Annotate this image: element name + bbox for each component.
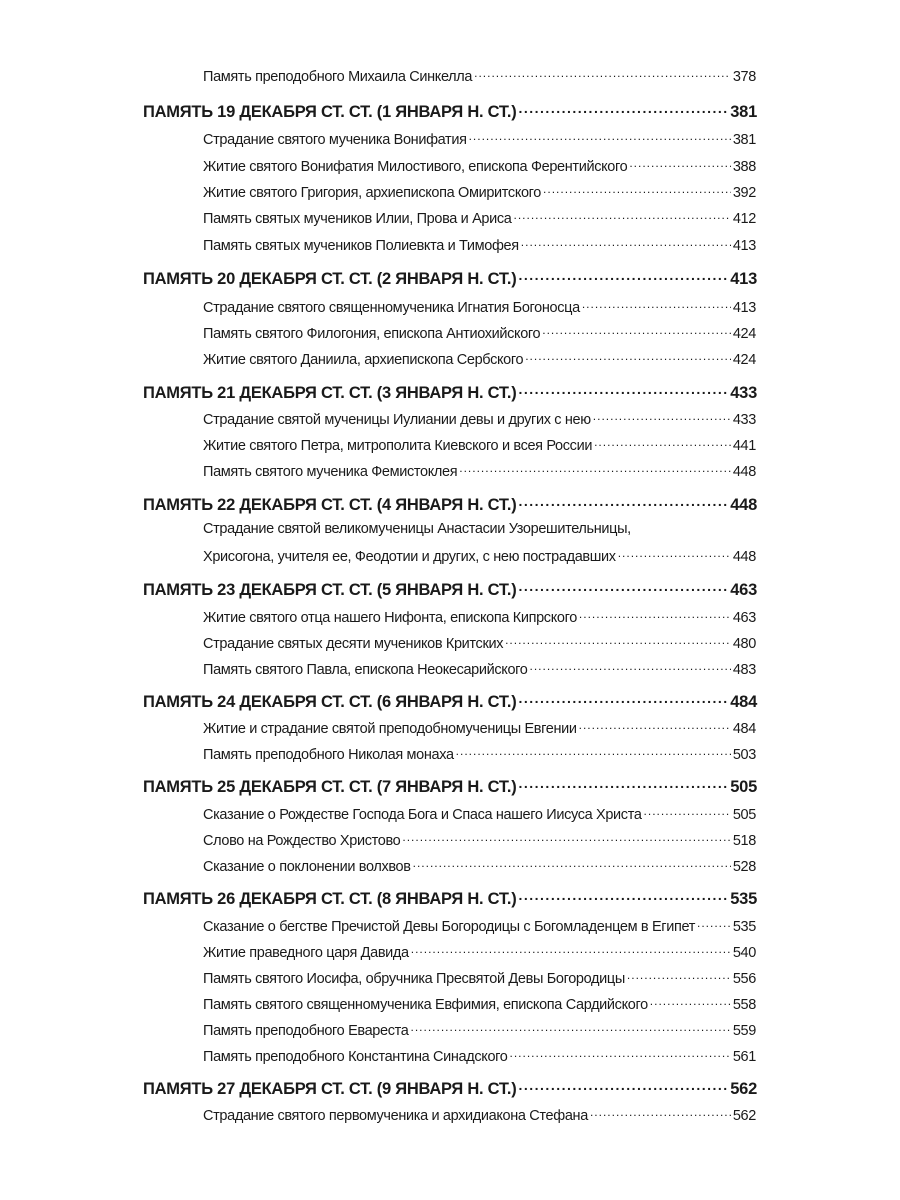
toc-entry	[203, 968, 756, 987]
dot-leader	[413, 856, 731, 871]
entry-title: Житие праведного царя Давида	[203, 944, 409, 961]
dot-leader	[543, 182, 731, 197]
toc-entry	[203, 1105, 756, 1124]
entry-title: Страдание святого священномученика Игнатия Богоносца	[203, 299, 580, 316]
toc-entry	[203, 182, 756, 201]
entry-title: Житие святого Вонифатия Милостивого, епископа Ферентийского	[203, 158, 628, 175]
toc-entry	[203, 435, 756, 454]
page-number: 413	[732, 237, 756, 254]
toc-entry	[203, 744, 756, 763]
dot-leader	[650, 994, 731, 1009]
dot-leader	[474, 66, 731, 81]
page-number: 562	[732, 1107, 756, 1124]
page-number: 413	[730, 269, 757, 288]
dot-leader	[542, 323, 731, 338]
toc-entry	[203, 461, 756, 480]
section-title: ПАМЯТЬ 25 ДЕКАБРЯ СТ. СТ. (7 ЯНВАРЯ Н. СТ.)	[143, 777, 517, 796]
page-number: 433	[730, 383, 757, 402]
page-number: 441	[732, 437, 756, 454]
page-number: 484	[732, 720, 756, 737]
entry-title: Память святого Филогония, епископа Антиохийского	[203, 325, 541, 342]
entry-title: Житие святого отца нашего Нифонта, епископа Кипрского	[203, 609, 577, 626]
entry-title: Память преподобного Николая монаха	[203, 746, 454, 763]
page-number: 484	[730, 692, 757, 711]
section-heading	[143, 381, 757, 403]
entry-title: Память святого мученика Фемистоклея	[203, 463, 458, 480]
dot-leader	[518, 100, 728, 117]
entry-title: Память преподобного Константина Синадского	[203, 1048, 508, 1065]
section-heading	[143, 493, 757, 515]
dot-leader	[410, 1020, 730, 1035]
page-number: 480	[732, 635, 756, 652]
dot-leader	[618, 546, 731, 561]
dot-leader	[582, 297, 731, 312]
toc-entry	[203, 942, 756, 961]
dot-leader	[518, 690, 728, 707]
page-number: 424	[732, 325, 756, 342]
page-number: 448	[732, 463, 756, 480]
entry-title: Сказание о поклонении волхвов	[203, 858, 411, 875]
entry-title: Сказание о Рождестве Господа Бога и Спаса нашего Иисуса Христа	[203, 806, 642, 823]
page-number: 505	[732, 806, 756, 823]
dot-leader	[579, 607, 731, 622]
page-number: 463	[732, 609, 756, 626]
toc-entry	[203, 607, 756, 626]
entry-title: Житие и страдание святой преподобномученицы Евгении	[203, 720, 577, 737]
section-title: ПАМЯТЬ 21 ДЕКАБРЯ СТ. СТ. (3 ЯНВАРЯ Н. СТ.)	[143, 383, 517, 402]
entry-title: Память святых мучеников Полиевкта и Тимофея	[203, 237, 519, 254]
section-heading	[143, 267, 757, 289]
page-number: 505	[730, 777, 757, 796]
page-number: 518	[732, 832, 756, 849]
entry-title: Страдание святых десяти мучеников Критских	[203, 635, 504, 652]
toc-entry	[203, 994, 756, 1013]
section-title: ПАМЯТЬ 27 ДЕКАБРЯ СТ. СТ. (9 ЯНВАРЯ Н. СТ.)	[143, 1079, 517, 1098]
toc-entry	[203, 129, 756, 148]
toc-entry	[203, 349, 756, 368]
page-number: 413	[732, 299, 756, 316]
page-number: 388	[732, 158, 756, 175]
dot-leader	[411, 942, 731, 957]
dot-leader	[525, 349, 731, 364]
entry-title: Житие святого Даниила, архиепископа Сербского	[203, 351, 524, 368]
page-number: 558	[732, 996, 756, 1013]
toc-entry	[203, 546, 756, 565]
dot-leader	[510, 1046, 731, 1061]
toc-entry	[203, 409, 756, 428]
entry-title-line: Страдание святой великомученицы Анастасии Узорешительницы,	[203, 521, 631, 537]
entry-title: Хрисогона, учителя ее, Феодотии и других, с нею пострадавших	[203, 548, 616, 565]
dot-leader	[518, 775, 728, 792]
dot-leader	[594, 435, 731, 450]
dot-leader	[518, 578, 728, 595]
section-title: ПАМЯТЬ 23 ДЕКАБРЯ СТ. СТ. (5 ЯНВАРЯ Н. СТ.)	[143, 580, 517, 599]
toc-entry	[203, 1020, 756, 1039]
dot-leader	[593, 409, 731, 424]
page-number: 463	[730, 580, 757, 599]
entry-title: Житие святого Петра, митрополита Киевского и всея России	[203, 437, 593, 454]
page-number: 561	[732, 1048, 756, 1065]
toc-entry	[203, 830, 756, 849]
page-number: 540	[732, 944, 756, 961]
section-title: ПАМЯТЬ 26 ДЕКАБРЯ СТ. СТ. (8 ЯНВАРЯ Н. СТ.)	[143, 889, 517, 908]
dot-leader	[629, 156, 731, 171]
entry-title: Память святого священномученика Евфимия, епископа Сардийского	[203, 996, 648, 1013]
page-number: 392	[732, 184, 756, 201]
entry-title: Страдание святой мученицы Иулиании девы и других с нею	[203, 411, 591, 428]
page-number: 483	[732, 661, 756, 678]
page-number: 559	[732, 1022, 756, 1039]
page-number: 381	[730, 102, 757, 121]
section-heading	[143, 1077, 757, 1099]
dot-leader	[518, 267, 728, 284]
dot-leader	[579, 718, 731, 733]
toc-entry	[203, 718, 756, 737]
entry-title: Память святого Павла, епископа Неокесарийского	[203, 661, 528, 678]
entry-title: Память святых мучеников Илии, Прова и Ариса	[203, 210, 512, 227]
dot-leader	[697, 916, 731, 931]
dot-leader	[402, 830, 730, 845]
page-number: 448	[730, 495, 757, 514]
section-heading	[143, 100, 757, 122]
page-number: 535	[730, 889, 757, 908]
dot-leader	[469, 129, 731, 144]
entry-title: Страдание святого первомученика и архидиакона Стефана	[203, 1107, 588, 1124]
toc-entry	[203, 659, 756, 678]
page-number: 381	[732, 131, 756, 148]
toc-entry	[203, 66, 756, 85]
section-heading	[143, 690, 757, 712]
page-number: 412	[732, 210, 756, 227]
section-title: ПАМЯТЬ 20 ДЕКАБРЯ СТ. СТ. (2 ЯНВАРЯ Н. СТ.)	[143, 269, 517, 288]
page-number: 528	[732, 858, 756, 875]
entry-title: Слово на Рождество Христово	[203, 832, 401, 849]
dot-leader	[505, 633, 731, 648]
page-number: 433	[732, 411, 756, 428]
dot-leader	[644, 804, 731, 819]
toc-entry	[203, 156, 756, 175]
page-number: 535	[732, 918, 756, 935]
dot-leader	[530, 659, 731, 674]
entry-title: Житие святого Григория, архиепископа Омиритского	[203, 184, 542, 201]
dot-leader	[518, 887, 728, 904]
page-number: 378	[732, 68, 756, 85]
entry-title: Память святого Иосифа, обручника Пресвятой Девы Богородицы	[203, 970, 625, 987]
toc-entry	[203, 1046, 756, 1065]
dot-leader	[521, 235, 731, 250]
dot-leader	[627, 968, 731, 983]
toc-entry	[203, 297, 756, 316]
page-number: 424	[732, 351, 756, 368]
dot-leader	[518, 493, 728, 510]
entry-title: Сказание о бегстве Пречистой Девы Богородицы с Богомладенцем в Египет	[203, 918, 696, 935]
dot-leader	[459, 461, 731, 476]
entry-title: Память преподобного Михаила Синкелла	[203, 68, 473, 85]
entry-title: Память преподобного Евареста	[203, 1022, 409, 1039]
toc-entry	[203, 235, 756, 254]
page-number: 556	[732, 970, 756, 987]
dot-leader	[513, 208, 730, 223]
dot-leader	[518, 381, 728, 398]
section-title: ПАМЯТЬ 22 ДЕКАБРЯ СТ. СТ. (4 ЯНВАРЯ Н. СТ.)	[143, 495, 517, 514]
section-heading	[143, 578, 757, 600]
entry-title: Страдание святого мученика Вонифатия	[203, 131, 467, 148]
page-number: 503	[732, 746, 756, 763]
page-number: 448	[732, 548, 756, 565]
toc-entry	[203, 804, 756, 823]
dot-leader	[518, 1077, 728, 1094]
section-title: ПАМЯТЬ 19 ДЕКАБРЯ СТ. СТ. (1 ЯНВАРЯ Н. СТ.)	[143, 102, 517, 121]
toc-entry	[203, 633, 756, 652]
section-heading	[143, 887, 757, 909]
toc-entry	[203, 856, 756, 875]
section-title: ПАМЯТЬ 24 ДЕКАБРЯ СТ. СТ. (6 ЯНВАРЯ Н. СТ.)	[143, 692, 517, 711]
page-number: 562	[730, 1079, 757, 1098]
section-heading	[143, 775, 757, 797]
toc-entry	[203, 208, 756, 227]
toc-entry	[203, 323, 756, 342]
dot-leader	[590, 1105, 731, 1120]
toc-entry	[203, 916, 756, 935]
dot-leader	[456, 744, 731, 759]
